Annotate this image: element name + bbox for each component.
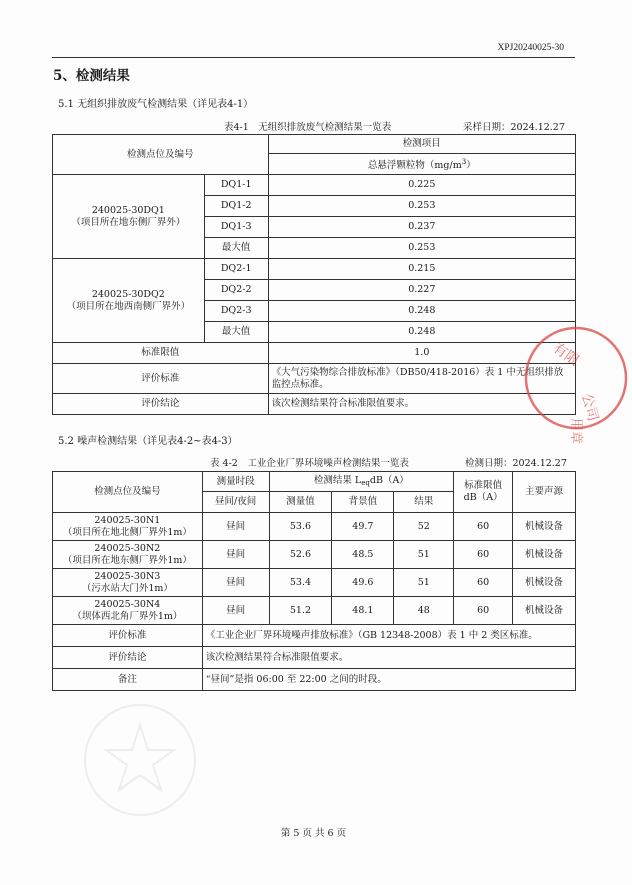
- t2-row4-point: 240025-30N4 （坝体西北角厂界外1m）: [53, 597, 203, 625]
- t2-row2-period: 昼间: [202, 541, 269, 569]
- t2-row1-background: 49.7: [332, 513, 394, 541]
- t1-g2-row4-value: 0.248: [268, 322, 575, 343]
- t2-row4-background: 48.1: [332, 597, 394, 625]
- t1-conclusion-value: 该次检测结果符合标准限值要求。: [268, 394, 575, 415]
- t1-g1-row3-value: 0.237: [268, 217, 575, 238]
- table-4-1: [52, 134, 576, 415]
- t2-row1-period: 昼间: [202, 513, 269, 541]
- t1-header-point: 检测点位及编号: [53, 135, 269, 175]
- t1-standard-value: 《大气污染物综合排放标准》（DB50/418-2016）表 1 中无组织排放监控点标准。: [268, 364, 575, 394]
- t2-conclusion-value: 该次检测结果符合标准限值要求。: [202, 647, 575, 669]
- t1-g1-row3-id: DQ1-3: [204, 217, 268, 238]
- t1-g2-row4-id: 最大值: [204, 322, 268, 343]
- t2-note-value: “昼间”是指 06:00 至 22:00 之间的时段。: [202, 669, 575, 691]
- t1-g1-row1-value: 0.225: [268, 175, 575, 196]
- t1-g2-row1-value: 0.215: [268, 259, 575, 280]
- t2-row3-result: 51: [394, 569, 454, 597]
- t2-row2-result: 51: [394, 541, 454, 569]
- t1-g1-row4-value: 0.253: [268, 238, 575, 259]
- t2-header-point: 检测点位及编号: [53, 472, 203, 513]
- t2-header-background: 背景值: [332, 492, 394, 513]
- t2-standard-value: 《工业企业厂界环境噪声排放标准》（GB 12348-2008）表 1 中 2 类区标准。: [202, 625, 575, 647]
- t2-header-period: 测量时段: [202, 472, 269, 492]
- svg-text:有限: 有限: [549, 340, 582, 370]
- t1-g2-row2-id: DQ2-2: [204, 280, 268, 301]
- t2-conclusion-label: 评价结论: [53, 647, 203, 669]
- t2-row2-source: 机械设备: [513, 541, 576, 569]
- t2-row1-source: 机械设备: [513, 513, 576, 541]
- t1-group1-label: 240025-30DQ1 （项目所在地东侧厂界外）: [53, 175, 205, 259]
- t1-g2-row2-value: 0.227: [268, 280, 575, 301]
- table-4-2: [52, 471, 576, 691]
- t2-row4-result: 48: [394, 597, 454, 625]
- t2-header-period2: 昼间/夜间: [202, 492, 269, 513]
- t1-limit-label: 标准限值: [53, 343, 269, 364]
- t1-g1-row2-id: DQ1-2: [204, 196, 268, 217]
- subsection-5-1-title: 5.1 无组织排放废气检测结果（详见表4-1）: [58, 99, 254, 110]
- t2-row2-point: 240025-30N2 （项目所在地东侧厂界外1m）: [53, 541, 203, 569]
- t1-g1-row1-id: DQ1-1: [204, 175, 268, 196]
- page-footer: 第 5 页 共 6 页: [280, 828, 347, 839]
- t2-header-measured: 测量值: [269, 492, 332, 513]
- t1-limit-value: 1.0: [268, 343, 575, 364]
- t2-row2-measured: 52.6: [269, 541, 332, 569]
- t1-g2-row1-id: DQ2-1: [204, 259, 268, 280]
- t2-row4-source: 机械设备: [513, 597, 576, 625]
- t2-row1-result: 52: [394, 513, 454, 541]
- t1-header-param: 总悬浮颗粒物$(mg/m^3)$: [268, 154, 575, 175]
- subsection-5-2-title: 5.2 噪声检测结果（详见表4-2~表4-3）: [58, 436, 238, 447]
- t2-standard-label: 评价标准: [53, 625, 203, 647]
- t1-g1-row4-id: 最大值: [204, 238, 268, 259]
- t2-row3-point: 240025-30N3 （污水站大门外1m）: [53, 569, 203, 597]
- t2-header-source: 主要声源: [513, 472, 576, 513]
- table-4-2-caption: 表 4-2 工业企业厂界环境噪声检测结果一览表: [210, 458, 409, 469]
- t2-row3-background: 49.6: [332, 569, 394, 597]
- document-number: XPJ20240025-30: [497, 43, 564, 53]
- t2-row3-limit: 60: [454, 569, 513, 597]
- t2-row1-measured: 53.6: [269, 513, 332, 541]
- t2-row4-limit: 60: [454, 597, 513, 625]
- t2-row1-limit: 60: [454, 513, 513, 541]
- t1-g1-row2-value: 0.253: [268, 196, 575, 217]
- t1-standard-label: 评价标准: [53, 364, 269, 394]
- table-4-1-sample-date: 采样日期：2024.12.27: [463, 122, 565, 133]
- t2-row3-source: 机械设备: [513, 569, 576, 597]
- t2-row3-period: 昼间: [202, 569, 269, 597]
- section-title: 5、检测结果: [53, 68, 130, 84]
- t2-header-result-col: 结果: [394, 492, 454, 513]
- table-4-2-date: 检测日期：2024.12.27: [465, 458, 567, 469]
- svg-text:用章: 用章: [568, 418, 583, 445]
- t1-g2-row3-value: 0.248: [268, 301, 575, 322]
- t2-row4-period: 昼间: [202, 597, 269, 625]
- t2-row4-measured: 51.2: [269, 597, 332, 625]
- t2-row2-limit: 60: [454, 541, 513, 569]
- t2-row1-point: 240025-30N1 （项目所在地北侧厂界外1m）: [53, 513, 203, 541]
- t2-note-label: 备注: [53, 669, 203, 691]
- t2-row2-background: 48.5: [332, 541, 394, 569]
- header-rule: [52, 57, 575, 58]
- t1-g2-row3-id: DQ2-3: [204, 301, 268, 322]
- svg-text:公司: 公司: [578, 391, 601, 424]
- table-4-1-caption: 表4-1 无组织排放废气检测结果一览表: [224, 122, 392, 133]
- t1-header-item: 检测项目: [268, 135, 575, 154]
- t2-row3-measured: 53.4: [269, 569, 332, 597]
- t1-conclusion-label: 评价结论: [53, 394, 269, 415]
- t2-header-limit: 标准限值 dB（A）: [454, 472, 513, 513]
- t2-header-result: 检测结果 $L_{eq}dB(A)$: [269, 472, 454, 492]
- faint-emblem-watermark: [70, 700, 210, 820]
- t1-group2-label: 240025-30DQ2 （项目所在地西南侧厂界外）: [53, 259, 205, 343]
